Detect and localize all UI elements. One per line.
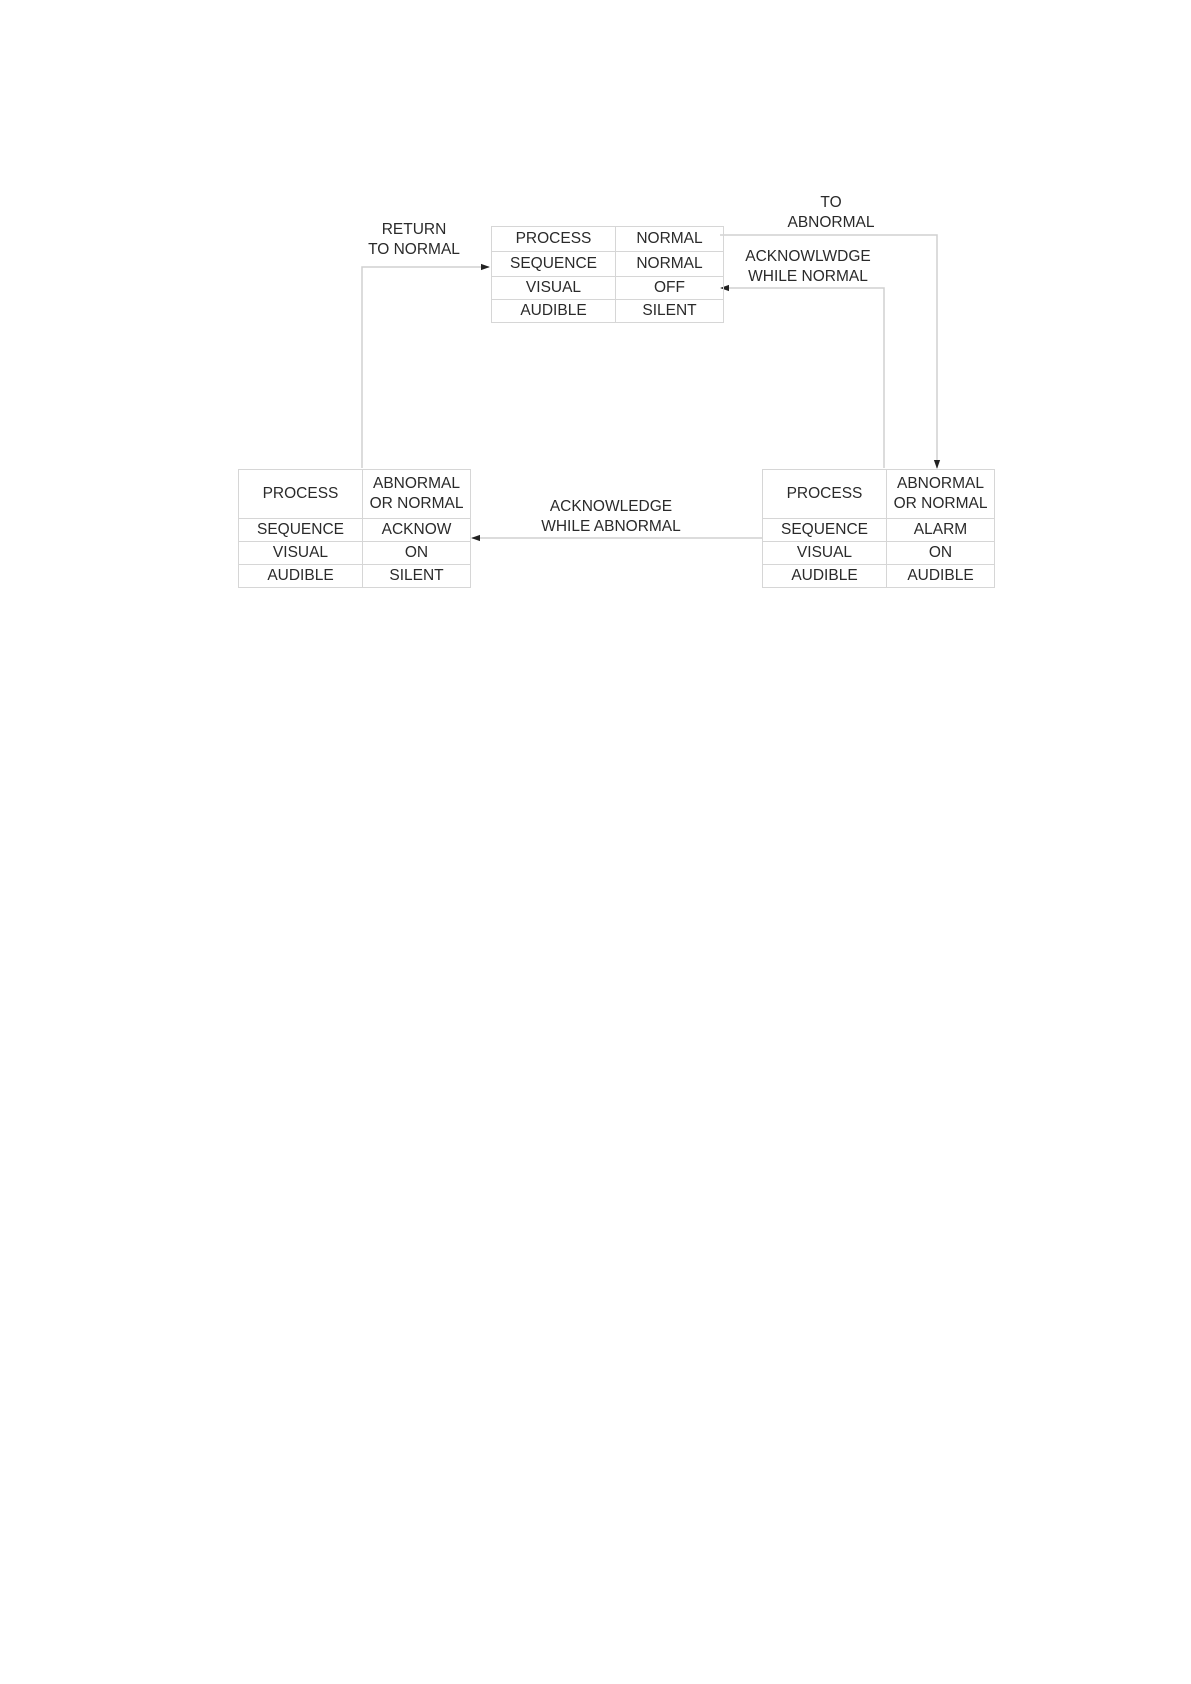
label-acknowledge-while-normal: ACKNOWLWDGE WHILE NORMAL xyxy=(745,248,871,285)
label-return-to-normal: RETURN TO NORMAL xyxy=(368,221,460,258)
state-row xyxy=(492,227,724,252)
state-row xyxy=(492,277,724,300)
row-key: AUDIBLE xyxy=(239,565,363,588)
row-value: ABNORMAL OR NORMAL xyxy=(363,470,471,519)
state-acknowledged xyxy=(238,469,471,588)
state-alarm xyxy=(762,469,995,588)
row-value: ALARM xyxy=(887,519,995,542)
row-value: ABNORMAL OR NORMAL xyxy=(887,470,995,519)
row-key: AUDIBLE xyxy=(763,565,887,588)
row-value: ON xyxy=(363,542,471,565)
row-value: NORMAL xyxy=(616,227,724,252)
state-row xyxy=(239,565,471,588)
row-value: NORMAL xyxy=(616,252,724,277)
row-value: OFF xyxy=(616,277,724,300)
row-value: ACKNOW xyxy=(363,519,471,542)
row-key: PROCESS xyxy=(763,470,887,519)
state-row xyxy=(763,519,995,542)
row-key: PROCESS xyxy=(239,470,363,519)
row-value: SILENT xyxy=(363,565,471,588)
row-key: SEQUENCE xyxy=(239,519,363,542)
row-key: SEQUENCE xyxy=(763,519,887,542)
state-row xyxy=(239,470,471,519)
state-row xyxy=(763,565,995,588)
state-row xyxy=(763,470,995,519)
row-key: SEQUENCE xyxy=(492,252,616,277)
state-row xyxy=(239,519,471,542)
arrow-acknowledge-while-normal xyxy=(721,288,884,468)
row-value: SILENT xyxy=(616,300,724,323)
state-row xyxy=(492,252,724,277)
row-key: AUDIBLE xyxy=(492,300,616,323)
state-normal xyxy=(491,226,724,323)
arrow-return-to-normal xyxy=(362,267,489,468)
row-value: AUDIBLE xyxy=(887,565,995,588)
row-key: VISUAL xyxy=(763,542,887,565)
state-row xyxy=(763,542,995,565)
row-key: VISUAL xyxy=(492,277,616,300)
row-key: VISUAL xyxy=(239,542,363,565)
label-to-abnormal: TO ABNORMAL xyxy=(787,194,875,231)
row-key: PROCESS xyxy=(492,227,616,252)
state-row xyxy=(239,542,471,565)
row-value: ON xyxy=(887,542,995,565)
label-acknowledge-while-abnormal: ACKNOWLEDGE WHILE ABNORMAL xyxy=(541,498,681,535)
state-row xyxy=(492,300,724,323)
